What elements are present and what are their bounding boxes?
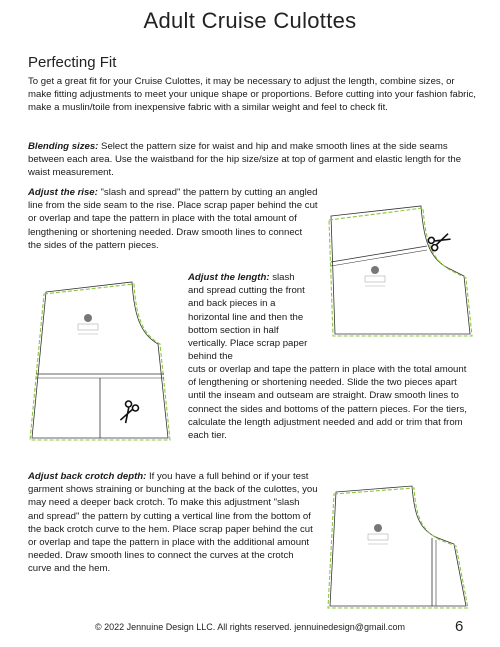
length-paragraph-part2 (188, 363, 476, 442)
section-title: Perfecting Fit (28, 54, 117, 71)
rise-paragraph (28, 186, 318, 252)
rise-cut-line (329, 208, 472, 336)
rise-adjust-diagram (325, 192, 475, 342)
rise-slash-line-2 (331, 250, 427, 266)
page-number: 6 (455, 618, 464, 635)
crotch-heading: Adjust back crotch depth: (28, 471, 147, 482)
crotch-pattern-outline (330, 486, 466, 606)
crotch-paragraph (28, 470, 318, 576)
blending-paragraph (28, 140, 476, 180)
page-title: Adult Cruise Culottes (143, 8, 357, 33)
crotch-text: If you have a full behind or if your test garment shows straining or bunching at the back of the culottes, you may need a deeper back crotch. To make this adjustment "slash and spread" the pattern by cutting a vertical line from the bottom of the back crotch curve to the hem. Place scrap paper behind the cut or overlap and tape the pattern in place with the additional amount needed. Draw smooth lines to connect the curves at the crotch curve and the hem. (28, 471, 318, 575)
length-text-a: slash and spread cutting the front and back pieces in a horizontal line and then the bottom section in half vertically. Place scrap paper behind the (188, 272, 308, 363)
rise-slash-line-1 (331, 246, 427, 262)
crotch-adjust-diagram (326, 484, 476, 612)
footer-copyright: © 2022 Jennuine Design LLC. All rights reserved. jennuinedesign@gmail.com (95, 622, 405, 632)
rise-text: "slash and spread" the pattern by cutting an angled line from the side seam to the rise. Place scrap paper behind the cut or overlap and tape the pattern in place with the total amount of lengthening or shortening needed. Draw smooth lines to connect the sides of the pattern pieces. (28, 187, 318, 251)
intro-paragraph: To get a great fit for your Cruise Culottes, it may be necessary to adjust the length, combine sizes, or make fitting adjustments to meet your unique shape or proportions. Before cutting into your fashion fabric, make a muslin/toile from inexpensive fabric with a similar weight and feel to check fit. (28, 76, 476, 114)
pattern-label-box (78, 324, 98, 330)
pattern-label-box (368, 534, 388, 540)
crotch-cut-line (328, 488, 468, 608)
scissors-icon (117, 400, 140, 425)
pattern-logo-icon (371, 266, 379, 274)
length-paragraph-part1 (188, 271, 313, 363)
pattern-label-box (365, 276, 385, 282)
length-heading: Adjust the length: (188, 272, 270, 283)
pattern-logo-icon (374, 524, 382, 532)
blending-text: Select the pattern size for waist and hip and make smooth lines at the side seams between each area. Use the waistband for the hip size/size at top of garment and elastic length for the waist measurement. (28, 141, 462, 179)
blending-heading: Blending sizes: (28, 141, 99, 152)
scissors-icon (427, 230, 452, 252)
pattern-logo-icon (84, 314, 92, 322)
length-adjust-diagram (28, 278, 188, 444)
rise-heading: Adjust the rise: (28, 187, 98, 198)
length-text-b: cuts or overlap and tape the pattern in place with the total amount of lengthening or shortening needed. Slide the two pieces apart until the inseam and outseam are straight. Draw smooth lines to connect the sides and bottoms of the pattern pieces. For the tiers, calculate the length adjustment needed and add or trim that from each tier. (188, 364, 467, 442)
